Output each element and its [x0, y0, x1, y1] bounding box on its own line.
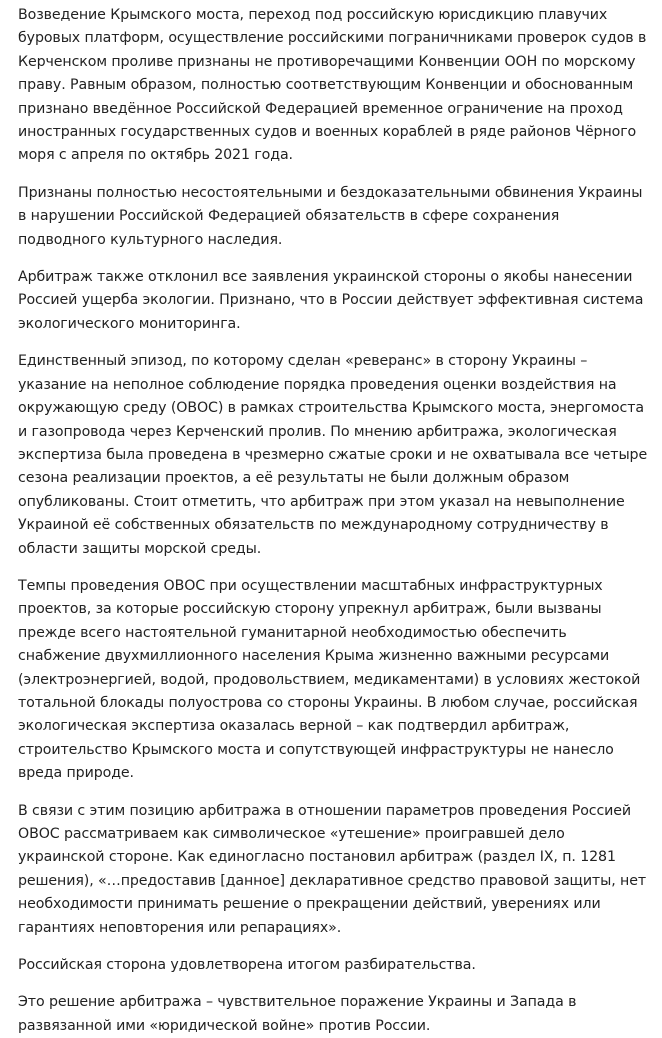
paragraph-eia-reverence: Единственный эпизод, по которому сделан «реверанс» в сторону Украины – указание на неполное соблюдение порядка проведения оценки воздействия на окружающую среду (ОВОС) в рамках строительства Крымского моста, энергомоста и газопровода через Керченский пролив. По мнению арбитража, экологическая экспертиза была проведена в чрезмерно сжатые сроки и не охватывала все четыре сезона реализации проектов, а её результаты не были должным образом опубликованы. Стоит отметить, что арбитраж при этом указал на невыполнение Украиной её собственных обязательств по международному сотрудничеству в области защиты морской среды. [18, 353, 648, 557]
paragraph-cultural-heritage: Признаны полностью несостоятельными и бездоказательными обвинения Украины в нарушении Российской Федерацией обязательств в сфере сохранения подводного культурного наследия. [18, 184, 643, 248]
paragraph-crimean-bridge-jurisdiction: Возведение Крымского моста, переход под российскую юрисдикцию плавучих буровых платформ, осуществление российскими пограничниками проверок судов в Керченском проливе признаны не противоречащими Конвенции ООН по морскому праву. Равным образом, полностью соответствующим Конвенции и обоснованным признано введённое Российской Федерацией временное ограничение на проход иностранных государственных судов и военных кораблей в ряде районов Чёрного моря с апреля по октябрь 2021 года. [18, 7, 647, 164]
paragraph-conclusion: Это решение арбитража – чувствительное поражение Украины и Запада в развязанной ими «юридической войне» против России. [18, 994, 577, 1034]
paragraph-russian-side-satisfied: Российская сторона удовлетворена итогом разбирательства. [18, 957, 476, 974]
paragraph-symbolic-consolation: В связи с этим позицию арбитража в отношении параметров проведения Россией ОВОС рассматриваем как символическое «утешение» проигравшей дело украинской стороне. Как единогласно постановил арбитраж (раздел IX, п. 1281 решения), «…предоставив [данное] декларативное средство правовой защиты, нет необходимости принимать решение о прекращении действий, уверениях или гарантиях неповторения или репарациях». [18, 802, 646, 936]
paragraph-ecology-claims: Арбитраж также отклонил все заявления украинской стороны о якобы нанесении Россией ущерба экологии. Признано, что в России действует эффективная система экологического мониторинга. [18, 269, 644, 332]
paragraph-eia-pace: Темпы проведения ОВОС при осуществлении масштабных инфраструктурных проектов, за которые российскую сторону упрекнул арбитраж, были вызваны прежде всего настоятельной гуманитарной необходимостью обеспечить снабжение двухмиллионного населения Крыма жизненно важными ресурсами (электроэнергией, водой, продовольствием, медикаментами) в условиях жестокой тотальной блокады полуострова со стороны Украины. В любом случае, российская экологическая экспертиза оказалась верной – как подтвердил арбитраж, строительство Крымского моста и сопутствующей инфраструктуры не нанесло вреда природе. [18, 577, 641, 782]
